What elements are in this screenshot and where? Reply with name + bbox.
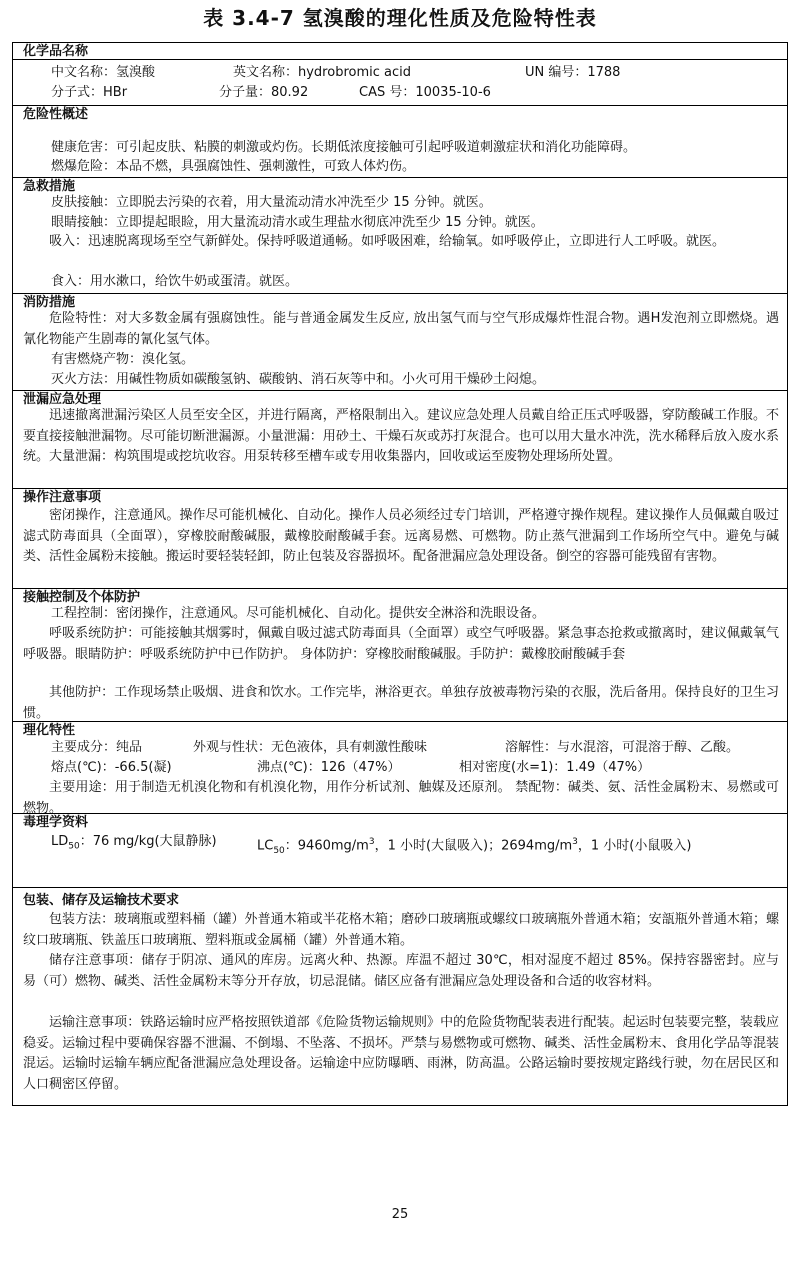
section-hazard: [13, 105, 787, 177]
boiling-point: 沸点(℃)：126（47%）: [257, 760, 401, 775]
section-heading: 消防措施: [23, 295, 76, 310]
cn-name: 中文名称：氢溴酸: [51, 65, 156, 80]
section-heading: 包装、储存及运输技术要求: [23, 893, 180, 908]
main-use: 主要用途：用于制造无机溴化物和有机溴化物，用作分析试剂、触媒及还原剂。 禁配物：碱类、氨、活性金属粉末、易燃或可燃物。: [23, 780, 779, 816]
section-heading: 泄漏应急处理: [23, 392, 102, 407]
document-title: 表 3.4-7 氢溴酸的理化性质及危险特性表: [203, 6, 597, 30]
ld50: [51, 832, 217, 857]
ld50-sub: 50: [68, 841, 80, 852]
skin-contact: 皮肤接触：立即脱去污染的衣着，用大量流动清水冲洗至少 15 分钟。就医。: [51, 195, 492, 210]
other-protection: 其他防护：工作现场禁止吸烟、进食和饮水。工作完毕，淋浴更衣。单独存放被毒物污染的衣服，洗后备用。保持良好的卫生习惯。: [23, 685, 779, 721]
packaging: 包装方法：玻璃瓶或塑料桶（罐）外普通木箱或半花格木箱；磨砂口玻璃瓶或螺纹口玻璃瓶外普通木箱；安瓿瓶外普通木箱；螺纹口玻璃瓶、铁盖压口玻璃瓶、塑料瓶或金属桶（罐）外普通木箱。: [23, 912, 779, 948]
handling-text: 密闭操作，注意通风。操作尽可能机械化、自动化。操作人员必须经过专门培训，严格遵守操作规程。建议操作人员佩戴自吸过滤式防毒面具（全面罩），穿橡胶耐酸碱服，戴橡胶耐酸碱手套。远离易燃、可燃物。防止蒸气泄漏到工作场所空气中。避免与碱类、活性金属粉末接触。搬运时要轻装轻卸，防止包装及容器损坏。配备泄漏应急处理设备。倒空的容器可能残留有害物。: [23, 508, 779, 564]
section-leak: [13, 390, 787, 488]
msds-table: [12, 42, 788, 1106]
ld50-label: LD: [51, 834, 69, 849]
section-heading: 接触控制及个体防护: [23, 590, 141, 605]
inhalation: 吸入：迅速脱离现场至空气新鲜处。保持呼吸道通畅。如呼吸困难，给输氧。如呼吸停止，立即进行人工呼吸。就医。: [49, 234, 726, 249]
page-number: 25: [391, 1207, 409, 1222]
melting-point: 熔点(℃)：-66.5(凝): [51, 760, 172, 775]
section-firstaid: [13, 177, 787, 293]
section-heading: 操作注意事项: [23, 490, 102, 505]
ld50-value: ：76 mg/kg(大鼠静脉): [79, 834, 217, 849]
section-fire: [13, 293, 787, 390]
lc50-sub: 50: [273, 845, 285, 856]
section-properties: [13, 721, 787, 816]
lc50-rest: ，1 小时(大鼠吸入)；2694mg/m: [374, 838, 573, 854]
lc50-label: LC: [257, 838, 274, 854]
engineering-control: 工程控制：密闭操作，注意通风。尽可能机械化、自动化。提供安全淋浴和洗眼设备。: [51, 606, 546, 621]
section-protection: [13, 588, 787, 721]
molecular-weight: 分子量：80.92: [219, 85, 309, 100]
transport-notes: 运输注意事项：铁路运输时应严格按照铁道部《危险货物运输规则》中的危险货物配装表进行配装。起运时包装要完整，装载应稳妥。运输过程中要确保容器不泄漏、不倒塌、不坠落、不损坏。严禁与易燃物或可燃物、碱类、活性金属粉末、食用化学品等混装混运。运输时运输车辆应配备泄漏应急处理设备。运输途中应防曝晒、雨淋，防高温。公路运输时要按规定路线行驶，勿在居民区和人口稠密区停留。: [23, 1015, 779, 1092]
health-hazard: 健康危害：可引起皮肤、粘膜的刺激或灼伤。长期低浓度接触可引起呼吸道刺激症状和消化功能障碍。: [51, 140, 637, 155]
combustion-products: 有害燃烧产物：溴化氢。: [51, 352, 195, 367]
eye-contact: 眼睛接触：立即提起眼睑，用大量流动清水或生理盐水彻底冲洗至少 15 分钟。就医。: [51, 215, 544, 230]
leak-text: 迅速撤离泄漏污染区人员至安全区，并进行隔离，严格限制出入。建议应急处理人员戴自给正压式呼吸器，穿防酸碱工作服。不要直接接触泄漏物。尽可能切断泄漏源。小量泄漏：用砂土、干燥石灰或苏打灰混合。也可以用大量水冲洗，洗水稀释后放入废水系统。大量泄漏：构筑围堤或挖坑收容。用泵转移至槽车或专用收集器内，回收或运至废物处理场所处置。: [23, 408, 779, 464]
storage-notes: 储存注意事项：储存于阴凉、通风的库房。远离火种、热源。库温不超过 30℃，相对湿度不超过 85%。保持容器密封。应与易（可）燃物、碱类、活性金属粉末等分开存放，切忌混储。储区应备有泄漏应急处理设备和合适的收容材料。: [23, 953, 779, 989]
section-heading: 急救措施: [23, 179, 76, 194]
section-toxicology: [13, 813, 787, 887]
section-heading: 化学品名称: [13, 43, 787, 60]
formula: 分子式：HBr: [51, 85, 128, 100]
section-heading: 危险性概述: [23, 107, 89, 122]
lc50-sup2: 3: [572, 837, 578, 847]
fire-hazard: 燃爆危险：本品不燃，具强腐蚀性、强刺激性，可致人体灼伤。: [51, 159, 416, 174]
main-component: 主要成分：纯品: [51, 740, 143, 755]
lc50-sup: 3: [368, 837, 375, 847]
relative-density: 相对密度(水=1)：1.49（47%）: [459, 760, 651, 775]
solubility: 溶解性：与水混溶，可混溶于醇、乙酸。: [505, 740, 740, 755]
section-storage: [13, 887, 787, 1107]
appearance: 外观与性状：无色液体，具有刺激性酸味: [193, 740, 428, 755]
section-heading: 理化特性: [23, 723, 76, 738]
un-number: UN 编号：1788: [525, 65, 621, 80]
cas-number: CAS 号：10035-10-6: [359, 85, 491, 100]
section-identity: [13, 43, 787, 105]
ingestion: 食入：用水漱口，给饮牛奶或蛋清。就医。: [51, 274, 299, 289]
lc50-value: ：9460mg/m: [284, 838, 369, 854]
section-handling: [13, 488, 787, 588]
en-name: 英文名称：hydrobromic acid: [233, 65, 411, 80]
lc50: [257, 832, 691, 861]
lc50-rest2: ，1 小时(小鼠吸入): [577, 838, 692, 854]
section-heading: 毒理学资料: [23, 815, 89, 830]
extinguishing-method: 灭火方法：用碱性物质如碳酸氢钠、碳酸钠、消石灰等中和。小火可用干燥砂土闷熄。: [51, 372, 546, 387]
respiratory-protection: 呼吸系统防护：可能接触其烟雾时，佩戴自吸过滤式防毒面具（全面罩）或空气呼吸器。紧急事态抢救或撤离时，建议佩戴氧气呼吸器。眼睛防护：呼吸系统防护中已作防护。 身体防护：穿橡胶耐酸碱服。手防护：戴橡胶耐酸碱手套: [23, 626, 779, 662]
fire-danger: 危险特性：对大多数金属有强腐蚀性。能与普通金属发生反应, 放出氢气而与空气形成爆炸性混合物。遇H发泡剂立即燃烧。遇氰化物能产生剧毒的氰化氢气体。: [23, 311, 779, 347]
